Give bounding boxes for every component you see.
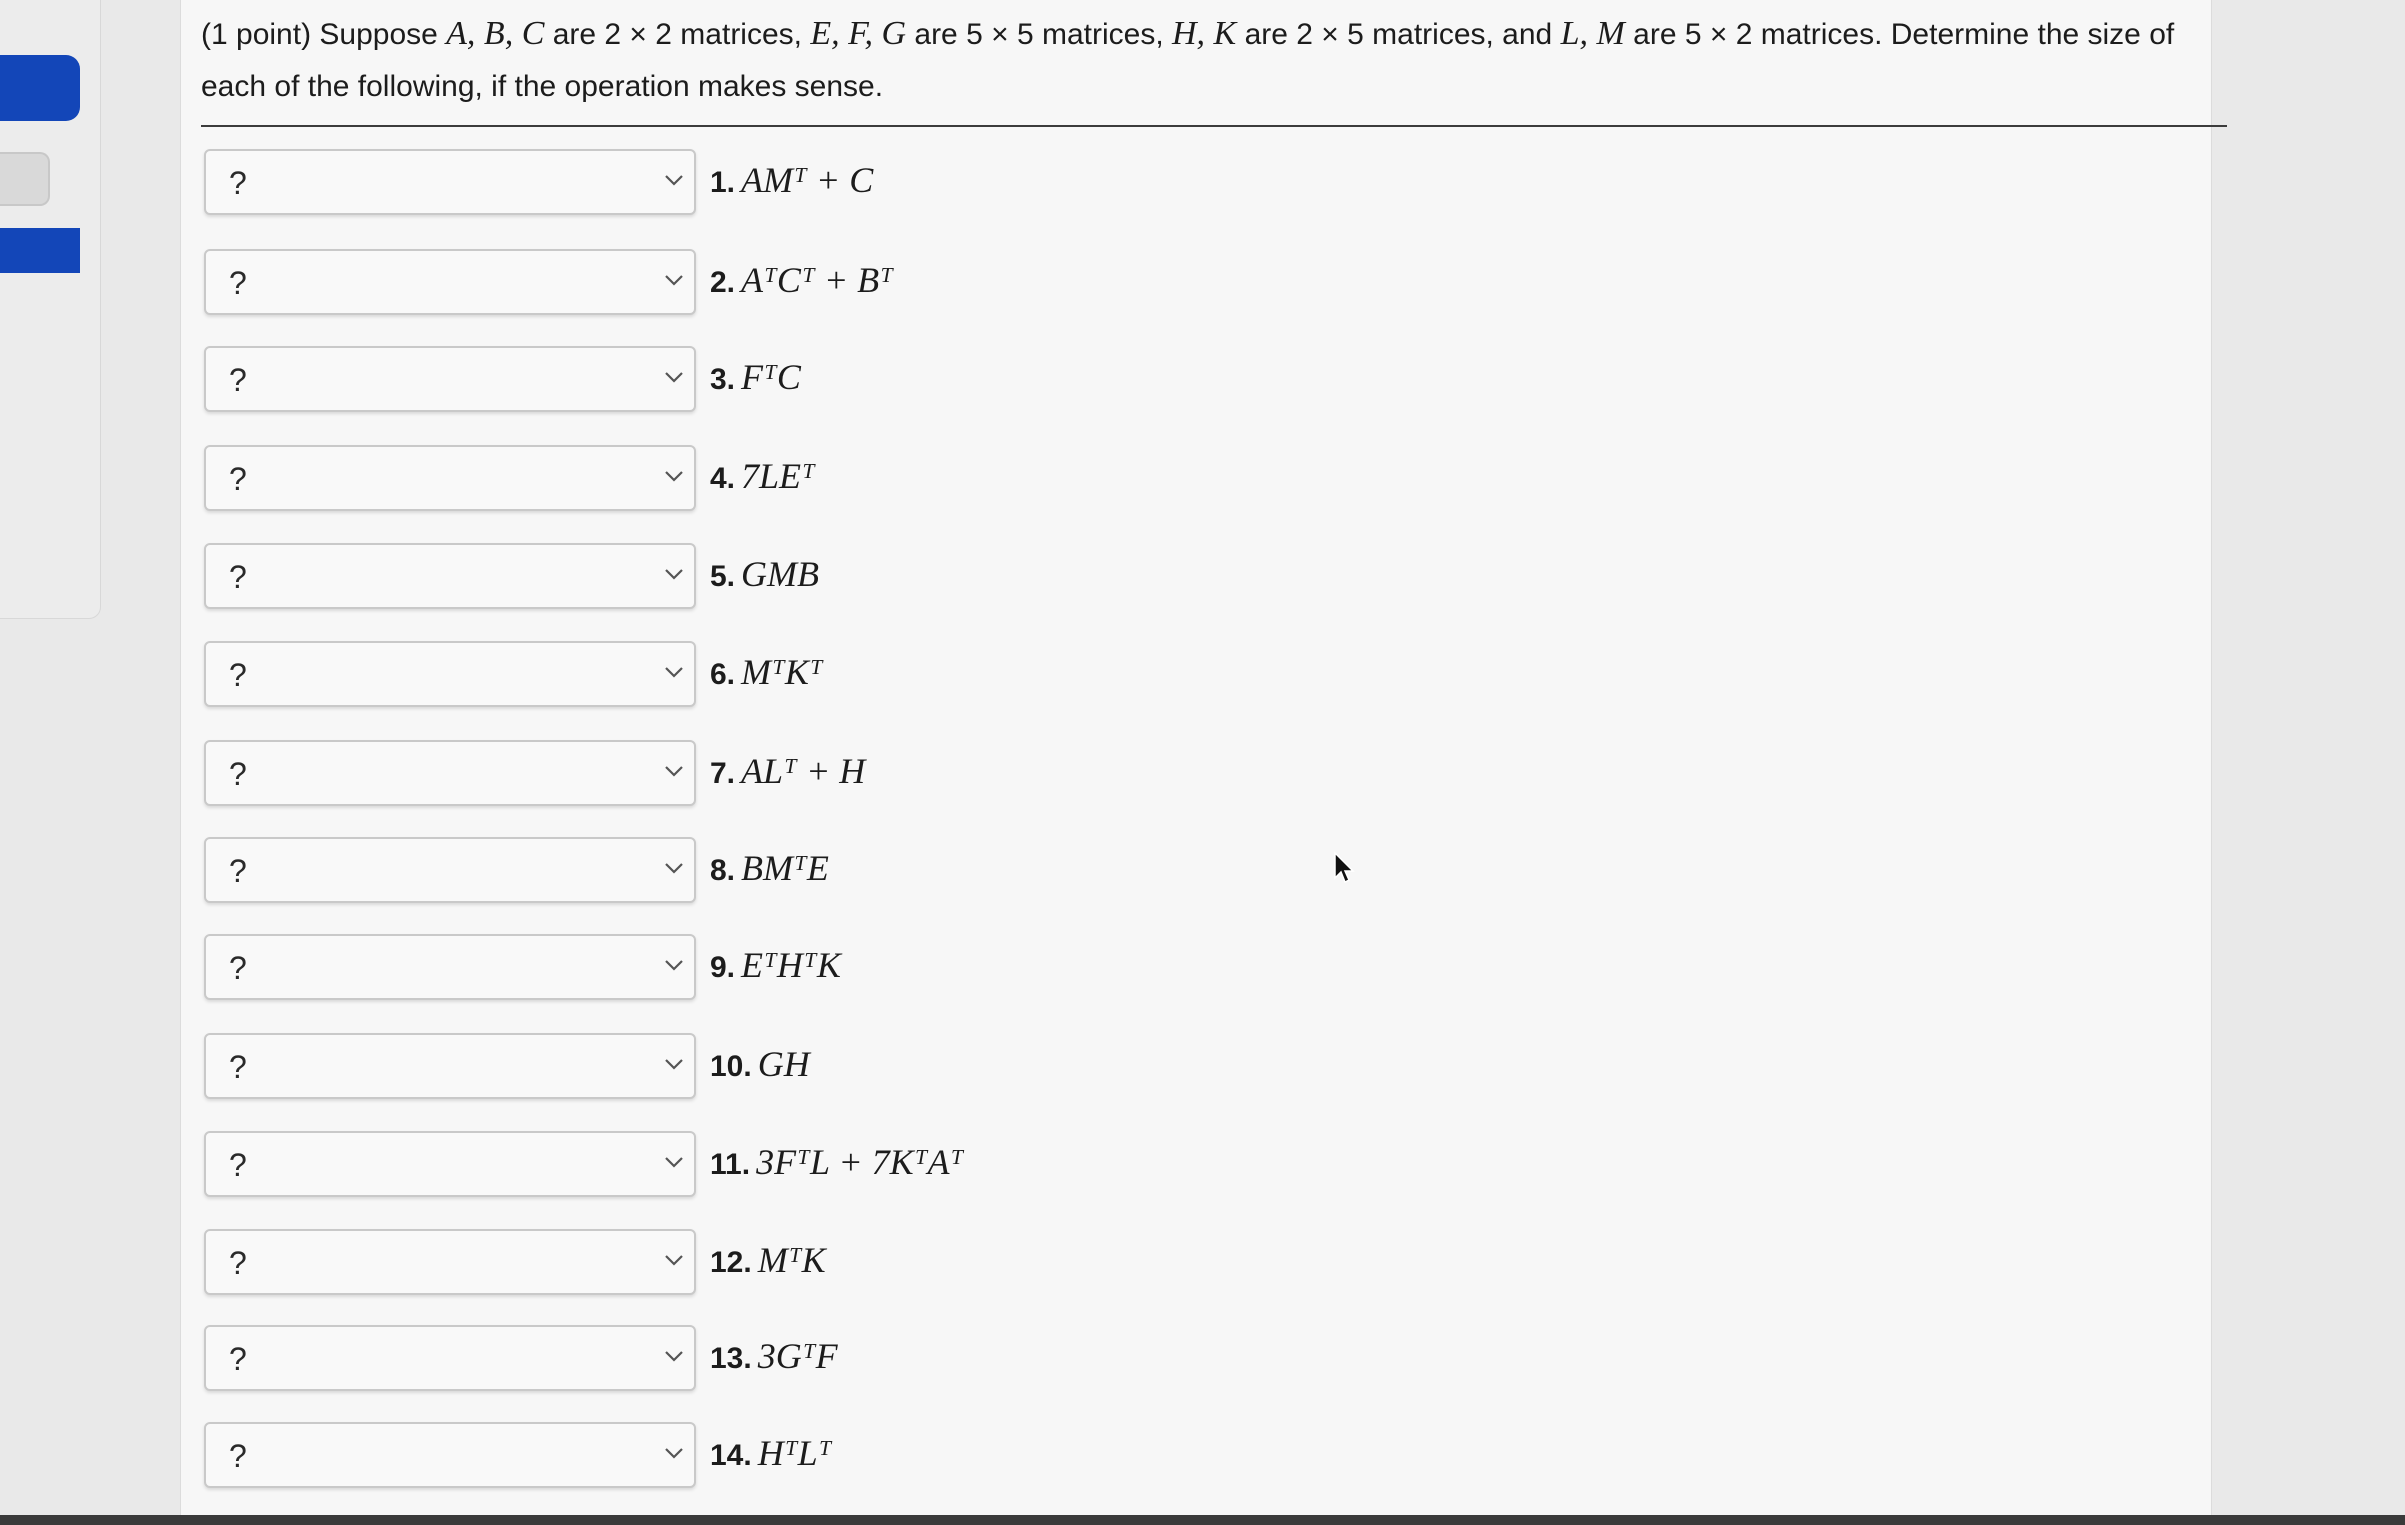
answer-select[interactable] (204, 740, 696, 806)
answer-select[interactable] (204, 1229, 696, 1295)
select-value: ? (229, 265, 247, 301)
question-label (710, 1141, 963, 1183)
question-expression: MᵀK (757, 1240, 826, 1280)
question-row (204, 445, 1704, 511)
question-label (710, 1239, 826, 1281)
question-expression: AMᵀ + C (741, 160, 874, 200)
question-expression: 3GᵀF (757, 1336, 838, 1376)
question-expression: ALᵀ + H (741, 751, 866, 791)
question-row (204, 1131, 1704, 1197)
question-expression: AᵀCᵀ + Bᵀ (741, 260, 894, 300)
chevron-down-icon (664, 469, 684, 483)
answer-select[interactable] (204, 1422, 696, 1488)
question-expression: HᵀLᵀ (757, 1433, 832, 1473)
question-label (710, 259, 893, 301)
matrix-set-1-size: 2 × 2 (604, 18, 672, 51)
problem-prompt: (1 point) Suppose A, B, C are 2 × 2 matrices, E, F, G are 5 × 5 matrices, H, K are 2 × 5 matrices, and L, M are 5 × 2 matrices. Determine the size of each of the following, if the operation makes sense. (201, 15, 2175, 103)
question-row (204, 1229, 1704, 1295)
select-value: ? (229, 559, 247, 595)
matrix-set-4-vars: L, M (1560, 15, 1625, 52)
matrix-set-1-vars: A, B, C (446, 15, 545, 52)
sidebar-button-primary[interactable] (0, 55, 80, 121)
question-number: 1. (710, 166, 736, 199)
answer-select[interactable] (204, 445, 696, 511)
question-row (204, 740, 1704, 806)
select-value: ? (229, 1245, 247, 1281)
mouse-pointer-icon (1333, 851, 1355, 885)
question-row (204, 149, 1704, 215)
left-sidebar (0, 0, 101, 619)
question-row (204, 837, 1704, 903)
chevron-down-icon (664, 173, 684, 187)
question-number: 12. (710, 1246, 752, 1279)
question-expression: GH (757, 1044, 810, 1084)
question-row (204, 543, 1704, 609)
question-number: 5. (710, 560, 736, 593)
question-row (204, 249, 1704, 315)
question-number: 14. (710, 1439, 752, 1472)
chevron-down-icon (664, 1446, 684, 1460)
answer-select[interactable] (204, 837, 696, 903)
question-number: 9. (710, 951, 736, 984)
chevron-down-icon (664, 370, 684, 384)
chevron-down-icon (664, 1155, 684, 1169)
question-label (710, 356, 801, 398)
select-value: ? (229, 461, 247, 497)
question-label (710, 750, 865, 792)
chevron-down-icon (664, 1349, 684, 1363)
question-number: 4. (710, 462, 736, 495)
answer-select[interactable] (204, 346, 696, 412)
prompt-divider (201, 125, 2227, 127)
chevron-down-icon (664, 958, 684, 972)
select-value: ? (229, 950, 247, 986)
question-number: 2. (710, 266, 736, 299)
question-label (710, 944, 841, 986)
question-row (204, 1033, 1704, 1099)
sidebar-button-tertiary[interactable] (0, 228, 80, 273)
answer-select[interactable] (204, 1131, 696, 1197)
question-row (204, 1422, 1704, 1488)
sidebar-button-secondary[interactable] (0, 152, 50, 206)
answer-select[interactable] (204, 543, 696, 609)
matrix-set-2-vars: E, F, G (810, 15, 907, 52)
chevron-down-icon (664, 861, 684, 875)
question-row (204, 641, 1704, 707)
chevron-down-icon (664, 567, 684, 581)
question-label (710, 1432, 832, 1474)
matrix-set-4-size: 5 × 2 (1684, 18, 1753, 51)
matrix-set-3-vars: H, K (1172, 15, 1237, 52)
question-number: 7. (710, 757, 736, 790)
question-expression: 3FᵀL + 7KᵀAᵀ (756, 1142, 964, 1182)
answer-select[interactable] (204, 149, 696, 215)
chevron-down-icon (664, 273, 684, 287)
chevron-down-icon (664, 1057, 684, 1071)
question-label (710, 455, 815, 497)
select-value: ? (229, 362, 247, 398)
question-expression: GMB (741, 554, 820, 594)
question-number: 6. (710, 658, 736, 691)
select-value: ? (229, 1341, 247, 1377)
answer-select[interactable] (204, 641, 696, 707)
question-row (204, 934, 1704, 1000)
answer-select[interactable] (204, 249, 696, 315)
question-expression: MᵀKᵀ (741, 652, 823, 692)
select-value: ? (229, 853, 247, 889)
question-label (710, 1335, 838, 1377)
question-expression: FᵀC (741, 357, 801, 397)
question-label (710, 651, 823, 693)
select-value: ? (229, 756, 247, 792)
answer-select[interactable] (204, 1325, 696, 1391)
question-expression: 7LEᵀ (741, 456, 815, 496)
select-value: ? (229, 165, 247, 201)
question-expression: EᵀHᵀK (741, 945, 841, 985)
select-value: ? (229, 1049, 247, 1085)
question-row (204, 346, 1704, 412)
bottom-edge (0, 1515, 2405, 1525)
question-number: 8. (710, 854, 736, 887)
select-value: ? (229, 1147, 247, 1183)
matrix-set-3-size: 2 × 5 (1296, 18, 1364, 51)
chevron-down-icon (664, 764, 684, 778)
question-number: 10. (710, 1050, 752, 1083)
question-number: 13. (710, 1342, 752, 1375)
question-expression: BMᵀE (741, 848, 829, 888)
question-label (710, 159, 873, 201)
select-value: ? (229, 657, 247, 693)
question-label (710, 553, 819, 595)
question-number: 11. (710, 1148, 751, 1181)
answer-select[interactable] (204, 934, 696, 1000)
matrix-set-2-size: 5 × 5 (966, 18, 1034, 51)
select-value: ? (229, 1438, 247, 1474)
question-row (204, 1325, 1704, 1391)
answer-select[interactable] (204, 1033, 696, 1099)
question-number: 3. (710, 363, 736, 396)
chevron-down-icon (664, 665, 684, 679)
question-label (710, 1043, 810, 1085)
question-label (710, 847, 829, 889)
chevron-down-icon (664, 1253, 684, 1267)
